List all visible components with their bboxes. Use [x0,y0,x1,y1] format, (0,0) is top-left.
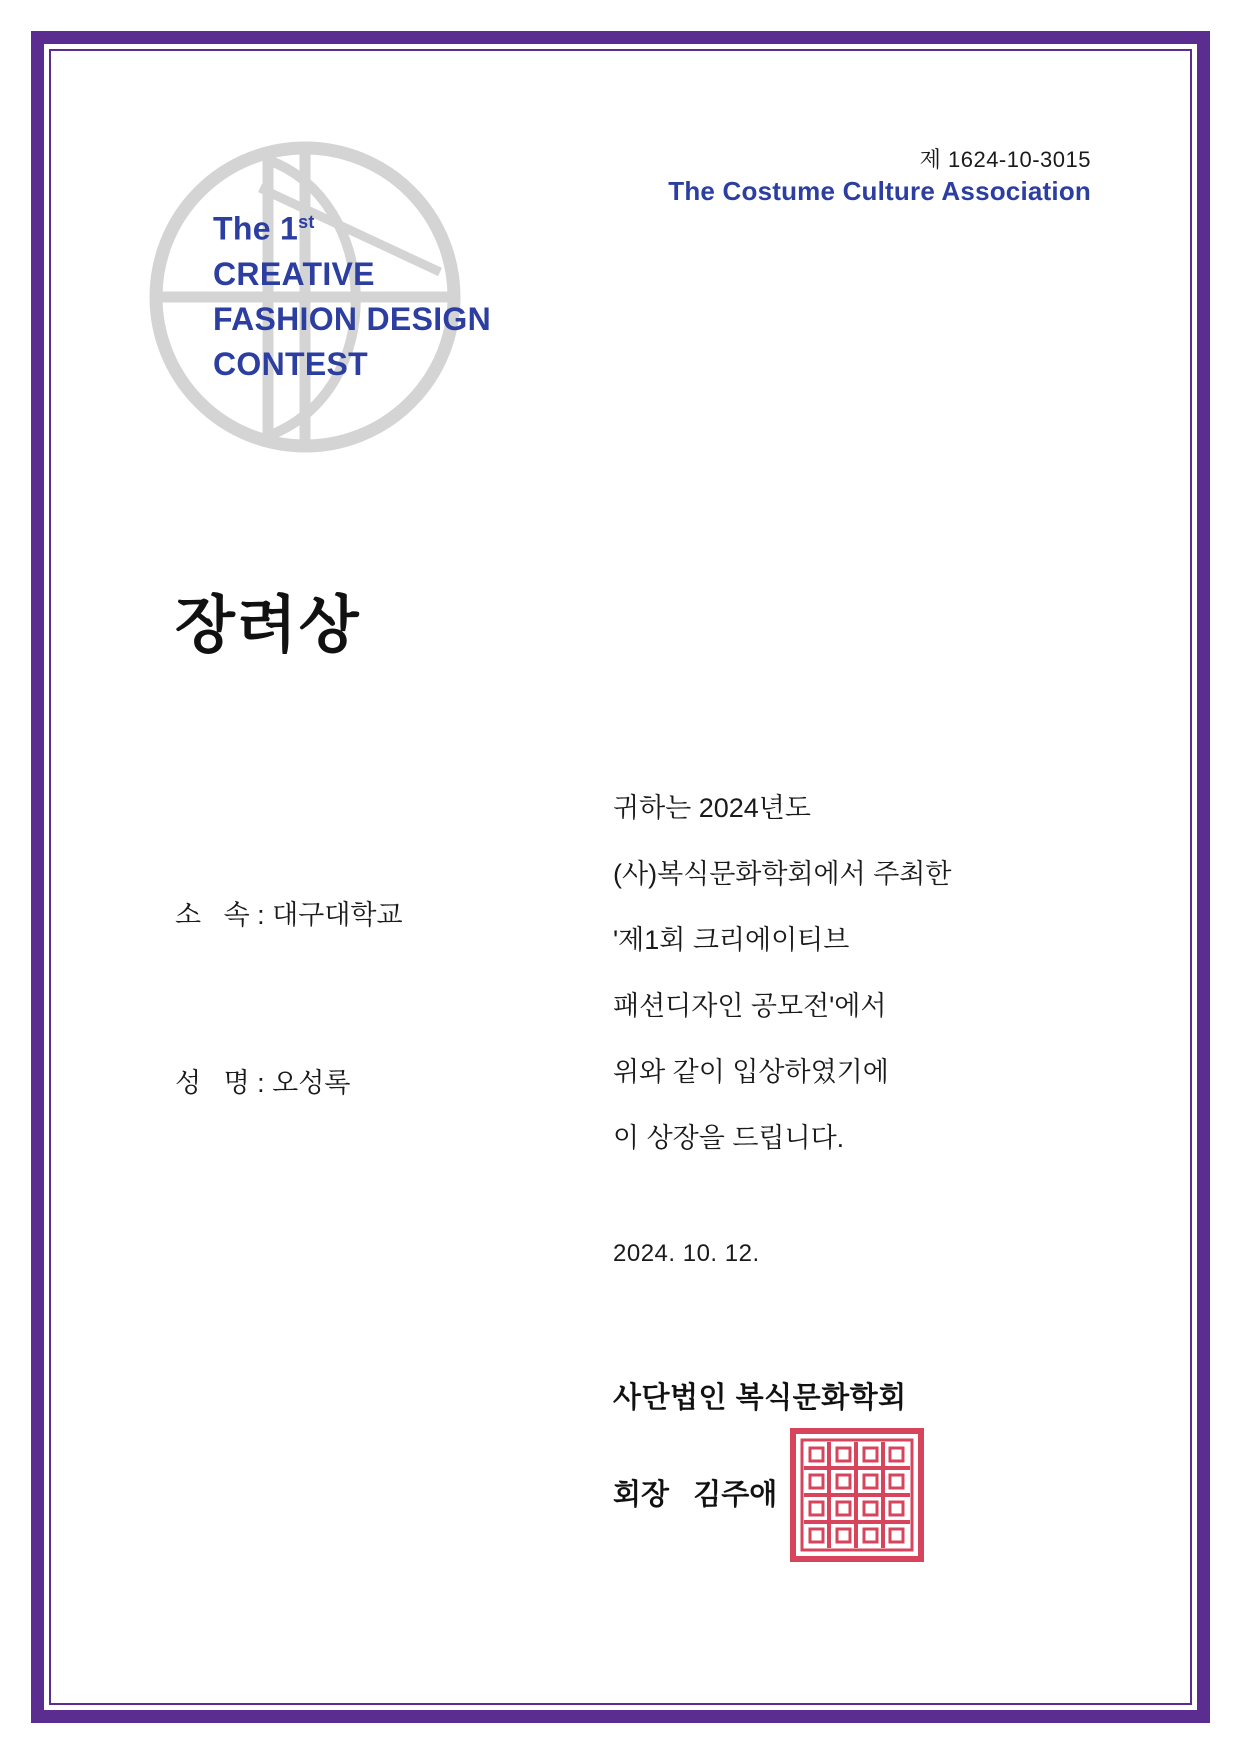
award-body-text [613,775,1093,1171]
body-line: 패션디자인 공모전'에서 [613,991,887,1021]
contest-title-ordinal: st [298,212,315,232]
official-seal-icon [790,1428,924,1562]
recipient-info [175,775,403,1223]
body-line: 귀하는 2024년도 [613,793,811,823]
recipient-affiliation: 소 속 : 대구대학교 [175,900,403,930]
body-line: 위와 같이 입상하였기에 [613,1057,889,1087]
body-line: '제1회 크리에이티브 [613,925,850,955]
body-line: 이 상장을 드립니다. [613,1123,845,1153]
award-date: 2024. 10. 12. [613,1240,760,1267]
contest-title [213,200,491,387]
award-title: 장려상 [175,591,361,660]
contest-title-line-1: The 1st [213,210,315,247]
recipient-name: 성 명 : 오성록 [175,1068,351,1098]
contest-title-line-3: FASHION DESIGN [213,300,492,337]
president-signature: 회장 김주애 [613,1479,778,1511]
association-name-en: The Costume Culture Association [668,176,1091,206]
contest-title-line-4: CONTEST [213,345,368,382]
body-line: (사)복식문화학회에서 주최한 [613,859,952,889]
serial-number: 제 1624-10-3015 [919,147,1091,172]
contest-title-line-2: CREATIVE [213,255,375,292]
issuing-organization: 사단법인 복식문화학회 [613,1382,907,1414]
